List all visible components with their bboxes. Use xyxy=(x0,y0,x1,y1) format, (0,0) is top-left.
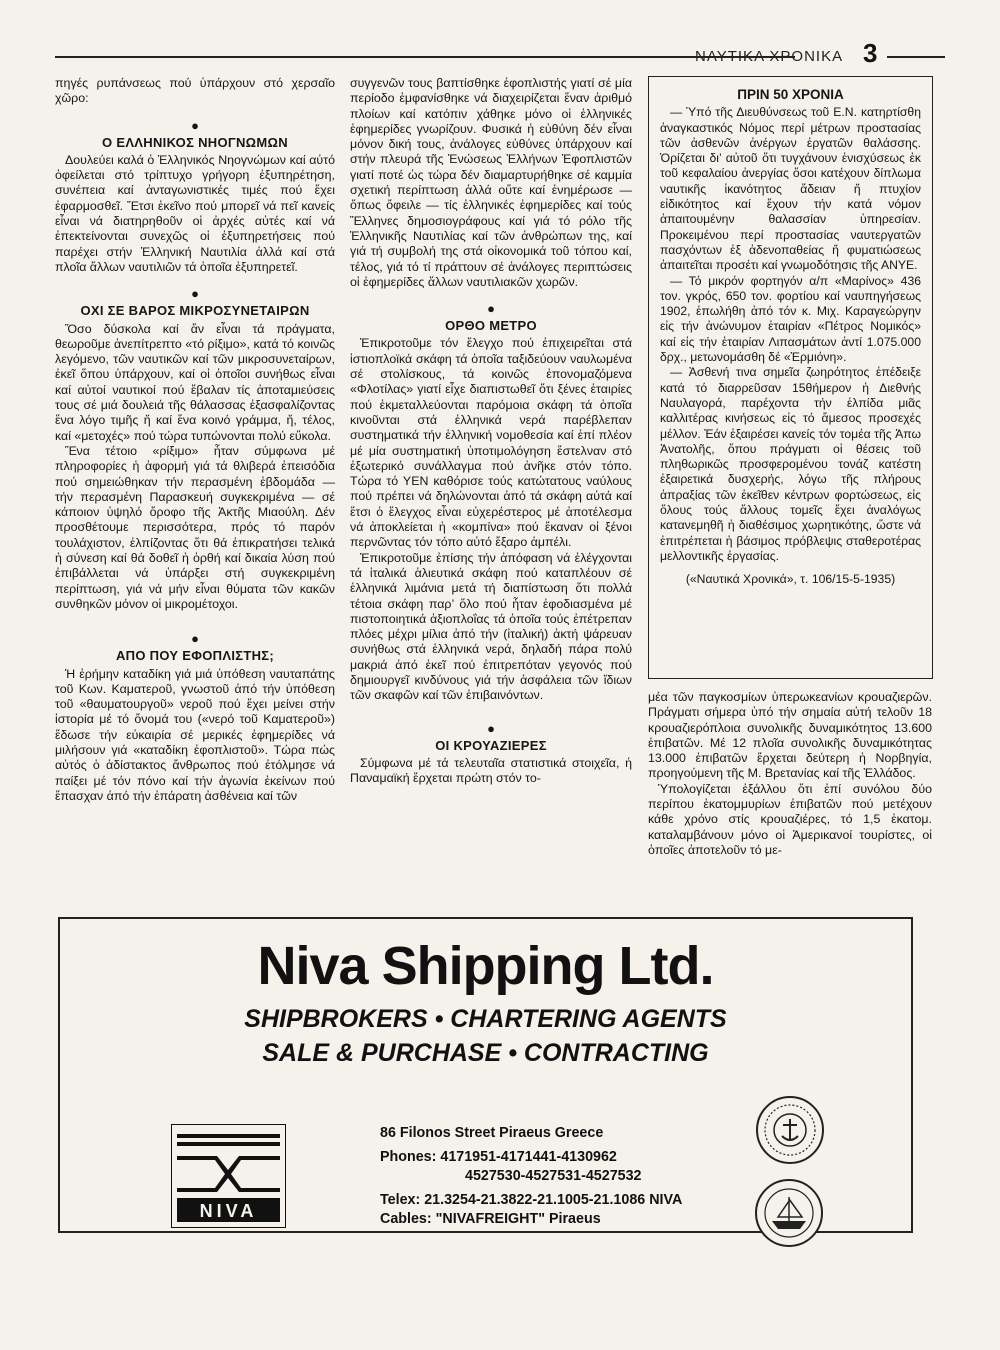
niva-shipping-advertisement xyxy=(58,917,913,1233)
section-bullet-icon: ● xyxy=(191,631,199,647)
section-title: ΟΧΙ ΣΕ ΒΑΡΟΣ ΜΙΚΡΟΣΥΝΕΤΑΙΡΩΝ xyxy=(80,303,310,319)
ship-seal-icon xyxy=(750,1177,828,1249)
logo-text: NIVA xyxy=(199,1201,258,1221)
column-3-paragraph: μέα τῶν παγκοσμίων ὑπερωκεανίων κρουαζιερῶν. Πράγματι σήμερα ὑπό τήν σημαία αὐτή τελοῦν 18 κρουαζιερόπλοια συνολικῆς δυναμικότητος 13.600 ἐπιβατῶν. Μέ 12 πλοῖα συνολικῆς δυναμικότητας 13.000 ἐπιβατῶν ἔρχεται δεύτερη ἡ Νορβηγία, προηγούμενη τῆς Μ. Βρετανίας καί τῆς Ἑλλάδος. xyxy=(648,690,932,781)
ad-cables: Cables: "NIVAFREIGHT" Piraeus xyxy=(380,1211,601,1227)
section-paragraph: Ἕνα τέτοιο «ρίξιμο» ἦταν σύμφωνα μέ πληροφορίες ἡ ἀφορμή γιά τά θλιβερά ἐπεισόδια πού σημειώθηκαν τήν περασμένη ἑβδομάδα — τήν περασμένη Παρασκευή συγκεκριμένα — σέ κάποιον ὑψηλό ὄροφο τῆς Ἀκτῆς Μιαούλη. Δέν προσθέτουμε περισσότερα, πρός τό παρόν τουλάχιστον, ἐλπίζοντας ὅτι θά ἐπικρατήσει τελικά ἡ σύνεση καί θά δοθεῖ ἡ ὀρθή καί δικαία λύση πού ἐπιβάλλεται νά ὑπάρξει στή συγκεκριμένη περίπτωση, γιά νά μήν εἶναι θύματα τῶν κακῶν συνθηκῶν μόνον οἱ μικρομέτοχοι. xyxy=(55,443,335,611)
history-paragraph: — Ὑπό τῆς Διευθύνσεως τοῦ Ε.Ν. κατηρτίσθη ἀναγκαστικός Νόμος περί μέτρων προστασίας τῶν ἀσθενῶν ἀνέργων ἐργατῶν θαλάσσης. Ὁρίζεται δι’ αὐτοῦ ὅτι τυγχάνουν ἐνισχύσεως ἐκ τοῦ κεφαλαίου ἀνεργίας ὅσοι κατέχουν δίπλωμα ναυτικῆς ἱκανότητος ἄδειαν ἤ πτυχίον εἰδικότητος καί ἔχουν τήν κατά νόμον ἀπαιτουμένην θαλασσίαν ὑπηρεσίαν. Προκειμένου περί προστασίας ναυτεργατῶν πασχόντων ἐξ ἀδενοπαθείας ἤ φυματιώσεως ἀπαιτεῖται προσέτι καί γνωμοδότησις τῆς ΑΝΥΕ. xyxy=(660,105,921,273)
ad-phones-1: Phones: 4171951-4171441-4130962 xyxy=(380,1148,617,1165)
column-2 xyxy=(350,76,632,786)
section-paragraph: Δουλεύει καλά ὁ Ἑλληνικός Νηογνώμων καί αὐτό ὀφείλεται στό τρίπτυχο γρήγορη ἐξυπηρέτηση, συνέπεια καί ἀνταγωνιστικές τιμές πού ἔχει ἐφαρμοσθεῖ. Ἔτσι ἐκεῖνο πού μπορεῖ νά πεῖ κανείς εἶναι νά διατηρηθοῦν οἱ ἀρχές αὐτές καί νά ἐπεκτείνονται συνεχῶς οἱ ἐξυπηρετήσεις πού παρέχει στήν Ἑλληνική Ναυτιλία ἀλλά καί στά πλοῖα ἄλλων ναυτιλιῶν τά ὁποῖα ἐξυπηρετεῖ. xyxy=(55,152,335,274)
column-1-intro: πηγές ρυπάνσεως πού ὑπάρχουν στό χερσαῖο χῶρο: xyxy=(55,76,335,106)
history-box-title: ΠΡΙΝ 50 ΧΡΟΝΙΑ xyxy=(737,87,844,102)
column-2-intro: συγγενῶν τους βαπτίσθηκε ἐφοπλιστής γιατί σέ μία περίοδο ἐμφανίσθηκε νά διαχειρίζεται ἕναν ἀριθμό πλοίων καί κατόπιν χάθηκε μόνο οἱ ἑλληνικές ἐφημερίδες γνωρίζουν. Φυσικά ἡ εὐθύνη δέν εἶναι μόνον δική τους, ἀνάλογες εὐθύνες ὑπάρχουν καί στήν πλευρά τῆς Ἑνώσεως Ἑλλήνων Ἐφοπλιστῶν γιατί ποτέ ὡς τώρα δέν διαμαρτυρήθηκε σέ καμμία σχετική περίπτωση ἀλλά οὔτε καί ἐνημέρωσε — ὅπως ὄφειλε — τίς ἑλληνικές ἐφημερίδες καί τούς Ἕλληνες δημοσιογράφους καί γιά τό ρόλο τῆς Ἑλληνικῆς Ναυτιλίας καί τῶν ἀνθρώπων της, καί γιά τή συμβολή της στά οἰκονομικά τοῦ τόπου καί, τέλος, γιά τό τί πράττουν σέ ἀνάλογες περιπτώσεις οἱ ἐφημερίδες ἄλλων ναυτιλιακῶν χωρῶν. xyxy=(350,76,632,289)
section-bullet-icon: ● xyxy=(487,301,495,317)
section-bullet-icon: ● xyxy=(487,720,495,736)
section-bullet-icon: ● xyxy=(191,117,199,133)
section-title: ΑΠΟ ΠΟΥ ΕΦΟΠΛΙΣΤΗΣ; xyxy=(115,648,274,664)
section-title: ΟΡΘΟ ΜΕΤΡΟ xyxy=(445,318,537,334)
section-paragraph: Ἡ ἐρήμην καταδίκη γιά μιά ὑπόθεση ναυταπάτης τοῦ Κων. Καματεροῦ, γνωστοῦ ἀπό τήν ὑπόθεση τοῦ «θαυματουργοῦ» νεροῦ πού ἔχει μείνει στήν ἱστορία μέ τό ὄνομά του («νερό τοῦ Καματεροῦ») ἔδωσε τήν εὐκαιρία σέ μερικές ἐφημερίδες νά μιλήσουν γιά «καταδίκη ἐφοπλιστοῦ». Τώρα πώς αὐτός ὁ ἀδίστακτος ἄνθρωπος πού ἐτόλμησε νά παίξει μέ τόν πόνο καί τήν ἀγωνία ἐκείνων πού ἔπασχαν ἀπό τήν ἐπάρατη ἀσθένεια καί τῶν xyxy=(55,666,335,803)
ad-address: 86 Filonos Street Piraeus Greece xyxy=(380,1125,604,1141)
shipbrokers-seal-icon xyxy=(750,1094,830,1166)
ad-tagline-2: SALE & PURCHASE • CONTRACTING xyxy=(262,1039,709,1067)
column-1 xyxy=(55,76,335,804)
ad-contact-block xyxy=(380,1124,760,1230)
column-3 xyxy=(648,690,932,858)
section-bullet-icon: ● xyxy=(191,286,199,302)
ad-telex: Telex: 21.3254-21.3822-21.1005-21.1086 NIVA xyxy=(380,1191,683,1208)
ad-company-name: Niva Shipping Ltd. xyxy=(257,936,714,996)
publication-title: ΝΑΥΤΙΚΑ ΧΡΟΝΙΚΑ xyxy=(695,48,844,65)
history-paragraph: — Τό μικρόν φορτηγόν α/π «Μαρίνος» 436 τον. γκρός, 650 τον. φορτίου καί ναυπηγήσεως 1902, ἐπωλήθη ἀπό τόν κ. Μιχ. Καραγεώργην εἰς τήν ἀνώνυμον ἑταιρίαν «Πέτρος Νομικός» καί εἰς τήν ἑταιρίαν Λιπασμάτων ἀντί 1.075.000 δρχ., μετωνομάσθη δέ «Ἑρμιόνη». xyxy=(660,273,921,365)
section-paragraph: Ἐπικροτοῦμε ἐπίσης τήν ἀπόφαση νά ἐλέγχονται τά ἰταλικά ἁλιευτικά σκάφη πού καταπλέουν σέ ἑλληνικά λιμάνια μετά τή διαπίστωση ὅτι πολλά τέτοια σκάφη παρ’ ὅλο πού ἦταν ἐφοδιασμένα μέ πιστοποιητικά ἀξιοπλοΐας τά ὁποῖα τούς ἐπέτρεπαν πλόες μέχρι μίλια ἀπό τήν (ἰταλική) ἀκτή ψάρευαν συνήθως στά ἑλληνικά νερά, δηλαδή πάρα πολύ μακριά ἀπό ἐκεῖ πού ἐπιτρεπόταν γεγονός πού δημιουργεῖ κινδύνους γιά τήν ἀσφάλεια τῶν ἴδιων τῶν σκαφῶν καί τῶν ἐπιβαινόντων. xyxy=(350,550,632,703)
ad-tagline-1: SHIPBROKERS • CHARTERING AGENTS xyxy=(244,1005,727,1033)
history-source: («Ναυτικά Χρονικά», τ. 106/15-5-1935) xyxy=(685,572,896,587)
page-number: 3 xyxy=(863,38,878,68)
header-rule-left xyxy=(55,56,795,58)
column-3-paragraph: Ὑπολογίζεται ἐξάλλου ὅτι ἐπί συνόλου δύο περίπου ἑκατομμυρίων ἐπιβατῶν πού μετέχουν κάθε χρόνο στίς κρουαζιέρες, τό 1,5 ἑκατομ. καταλαμβάνουν μόνο οἱ Ἀμερικανοί τουρίστες, οἱ ὁποῖες ἀποτελοῦν τό με- xyxy=(648,781,932,857)
niva-logo-icon xyxy=(171,1124,286,1228)
header-rule-right xyxy=(887,56,945,58)
section-title: ΟΙ ΚΡΟΥΑΖΙΕΡΕΣ xyxy=(435,737,547,753)
ad-phones-2: 4527530-4527531-4527532 xyxy=(465,1168,642,1184)
section-paragraph: Σύμφωνα μέ τά τελευταῖα στατιστικά στοιχεῖα, ἡ Παναμαϊκή ἔρχεται πρώτη στόν το- xyxy=(350,755,632,786)
section-paragraph: Ὅσο δύσκολα καί ἄν εἶναι τά πράγματα, θεωροῦμε ἀνεπίτρεπτο «τό ρίξιμο», κατά τό κοινῶς λεγόμενο, τῶν ναυτικῶν καί τῶν μικροσυνεταίρων, ἐκεῖ ὅπου ὑπάρχουν, καί οἱ ὁποῖοι συνήθως εἶναι καί αὐτοί ναυτικοί πού ἔβαλαν τίς ἀποταμιεύσεις τους σέ μιά δουλειά τῆς θάλασσας ἐξασφαλίζοντας ἕνα λόγο τιμῆς ἤ καί ἕνα κοινό γράμμα, ἤ, τέλος, καί «μετοχές» πού τώρα τυπώνονται πολύ εὔκολα. xyxy=(55,321,335,443)
section-paragraph: Ἐπικροτοῦμε τόν ἔλεγχο πού ἐπιχειρεῖται στά ἱστιοπλοϊκά σκάφη τά ὁποῖα ταξιδεύουν ναυλωμένα σέ στολίσκους, τά κοινῶς ἐπονομαζόμενα «Φλοτίλας» γιατί εἶχε διαπιστωθεῖ ὅτι ξένες ἑταιρίες πού ἐκμεταλλεύονται παρόμοια σκάφη τά ὁποῖα κινοῦνται στά ἑλληνικά νερά παρέβλεπαν συστηματικά τήν ἑλληνική νομοθεσία καί ἐπί πλέον μέ μία συστηματική ὑποτιμολόγηση ἔστελναν στό ἐξωτερικό συνάλλαγμα πού ἀνῆκε στόν τόπο. Τώρα τό ΥΕΝ καθόρισε τούς κατώτατους ναύλους πού πρέπει νά δηλώνονται ἀπό τά σκάφη αὐτά καί ἔτσι ὁ ἔλεγχος εἶναι εὐχερέστερος μέ ἀποτέλεσμα νά ἀποκλείεται ἡ «κομπίνα» πού ἔκαναν οἱ ξένοι περνῶντας τόν τόπο αὐτό ἔξαρο ἀμπέλι. xyxy=(350,336,632,550)
section-title: Ο ΕΛΛΗΝΙΚΟΣ ΝΗΟΓΝΩΜΩΝ xyxy=(102,134,288,150)
history-paragraph: — Ἀσθενή τινα σημεῖα ζωηρότητος ἐπέδειξε κατά τό διαρρεῦσαν 15θήμερον ἡ Διεθνής Ναυλαγορά, παρέχοντα τήν ἐλπίδα μιᾶς καλλιτέρας κινήσεως εἰς τό ἄμεσος προσεχές μέλλον. Ἐάν ἐξαιρέσει κανείς τόν τομέα τῆς Ἀπω Ἀνατολῆς, ὅπου πράγματι οἱ θέσεις τοῦ πληθωρικῶς προσφερομένου τονάζ κατέστη ἐξαιρετικά δυσχερής, λόγω τῆς πλήρους ἀπραξίας τῶν ἐκεῖθεν κέντρων φορτώσεως, εἰς ὅλους τούς ἄλλους τομεῖς ἔχει ἀναλόγως κατανεμηθῆ ἡ διαθέσιμος χωρητικότης, ὥστε νά ἐπιτρέπεται ἡ βάσιμος πρόβλεψις σταθεροτέρας μελλοντικῆς ἐργασίας. xyxy=(660,365,921,563)
page-header xyxy=(55,38,945,68)
history-box xyxy=(648,76,933,679)
